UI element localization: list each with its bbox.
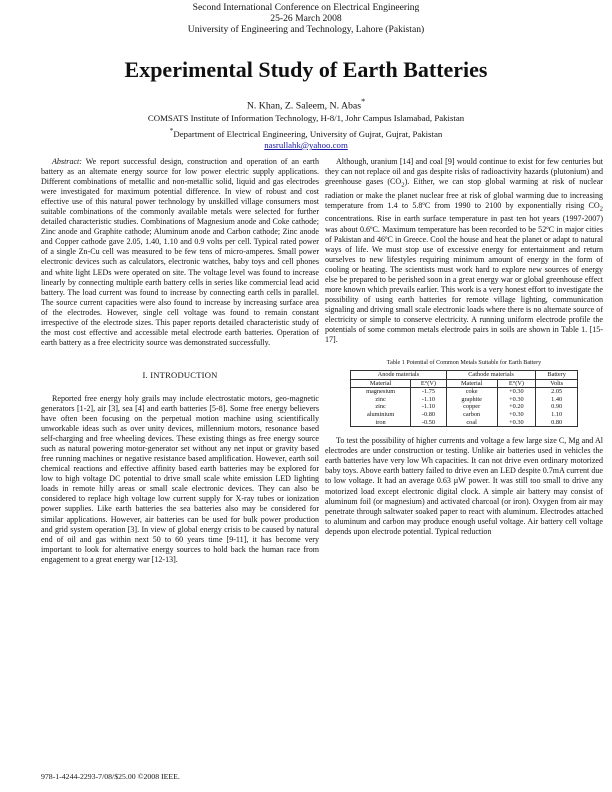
affiliations (0, 113, 612, 151)
abstract (41, 157, 319, 348)
table-group-header-row (351, 371, 578, 380)
table-group-header: Cathode materials (446, 371, 536, 380)
author-mark: * (361, 97, 366, 106)
conference-header (0, 2, 612, 36)
table-row (351, 396, 578, 404)
copyright-footer: 978-1-4244-2293-7/08/$25.00 ©2008 IEEE. (41, 772, 180, 781)
table-cell: +0.30 (497, 388, 536, 396)
table-cell: -1.75 (411, 388, 447, 396)
table-row (351, 419, 578, 427)
table-cell: iron (351, 419, 411, 427)
potential-table (350, 370, 578, 427)
table-cell: +0.30 (497, 411, 536, 419)
table-cell: aluminium (351, 411, 411, 419)
table-header: E°(V) (497, 379, 536, 388)
table-header-row (351, 379, 578, 388)
right-column (325, 157, 603, 537)
conference-name: Second International Conference on Electrical Engineering (192, 2, 420, 13)
table-cell: coal (446, 419, 497, 427)
table-cell: -1.10 (411, 396, 447, 404)
right-paragraph-2: To test the possibility of higher currents and voltage a few large size C, Mg and Al electrodes are under construction or testing. Unlike air batteries used in vehicles the earth batteries have very low Wh capacities. It can not drive even ordinary motorized baby toys. Above earth battery failed to drive even an LED despite 0.7mA current due to low voltage. It had an average 0.63 µW power. It was still too small to drive any motorized load except electronic digital clock. A simple air battery may consist of aluminum foil (or magnesium) and activated charcoal (or iron). Oxygen from air may penetrate through saltwater soaked paper to react with aluminum. Electrodes attached to aluminum and carbon may produce enough useful voltage. Air battery cell voltage depends upon electrode potential. Typical reduction (325, 436, 603, 536)
table-header: Volts (536, 379, 578, 388)
table-row (351, 388, 578, 396)
table-cell: zinc (351, 403, 411, 411)
table-cell: -0.50 (411, 419, 447, 427)
table-cell: -1.10 (411, 403, 447, 411)
table-cell: 0.90 (536, 403, 578, 411)
conference-venue: University of Engineering and Technology, Lahore (Pakistan) (187, 24, 425, 36)
introduction-paragraph: Reported free energy holy grails may include electrostatic motors, geo-magnetic generators [1-2], air [3], sea [4] and earth batteries [5-8]. Some free energy believers have often been focusing on the perpetual motion machine using scientifically unworkable ideas such as over unity devices, millennium motors, resonance based self-charging and free wheeling devices. These existing things as free energy source such as natural powering motor-generator set without any net input or gravity based free running machines or negative resistance based amplification. However, earth soil chemical reactions and effective affinity based earth batteries may be explored for low to high voltage DC potential to drive small scale white emission LED lighting loads in remote hilly areas or small scale electronic devices. They can also be considered to replace high voltage low current supply for X-ray tubes or ionization power supplies. Like earth batteries the sea batteries also may be considered for similar applications. However, air batteries can be used for bulk power production and grid system operation [3]. In view of global energy crisis to be caused by natural end of oil and gas within next 50 to 60 years time [9-11], it has become very important to look for alternative energy sources to hold back the human race from engagement to a great energy war [12-13]. (41, 393, 319, 564)
table-cell: 1.40 (536, 396, 578, 404)
table-cell: magnesium (351, 388, 411, 396)
affiliation-2-mark: * (169, 125, 174, 135)
table-cell: 0.80 (536, 419, 578, 427)
table-cell: +0.20 (497, 403, 536, 411)
right-paragraph-1: Although, uranium [14] and coal [9] would continue to exist for few centuries but they can not replace oil and gas despite risks of radioactivity hazards (plutonium) and greenhouse gases $(CO_2)$. Either, we can stop global warming at risk of nuclear radiation or make the planet nuclear free at risk of global warming due to increasing temperature from 1.4 to 5.8ºC from 1990 to 2100 by exponentially rising $CO_2$ concentrations. Rise in earth surface temperature in past ten hot years (1997-2007) was about 0.6ºC. Maximum temperature has been recorded to be 52ºC in major cities of Pakistan and 46ºC in Greece. Cool the house and heat the planet or adapt to natural ways of life. We must stop use of excessive energy for entertainment and return ourselves to new lifestyles requiring minimum amount of energy in the form of cooling or heating. The scientists must work hard to explore new sources of energy else be prepared to be perished soon in a great energy war or global greenhouse effect more known which prevails earlier. This work is a very honest effort to investigate the possibility of using earth batteries for remote village lighting, communication signaling and driving small scale electronic loads where there is no alternate source of electricity or simple to conserve electricity. A running uniform electrode profile the potentials of some common metals electrode pairs in soils are shown in Table 1. [15-17]. (325, 157, 603, 345)
author-list (0, 96, 612, 112)
table-header: Material (446, 379, 497, 388)
table-header: Material (351, 379, 411, 388)
table-header: E°(V) (411, 379, 447, 388)
affiliation-1: COMSATS Institute of Information Technology, H-8/1, Johr Campus Islamabad, Pakistan (147, 113, 465, 123)
table-cell: coke (446, 388, 497, 396)
table-row (351, 403, 578, 411)
table-caption: Table 1 Potential of Common Metals Suitable for Earth Battery (386, 360, 542, 367)
table-cell: 1.10 (536, 411, 578, 419)
conference-date: 25-26 March 2008 (270, 13, 342, 25)
affiliation-2: *Department of Electrical Engineering, University of Gujrat, Gujrat, Pakistan (169, 125, 443, 139)
table-cell: copper (446, 403, 497, 411)
table-cell: +0.30 (497, 419, 536, 427)
abstract-text: We report successful design, construction and operation of an earth battery as an alternate energy source for low power electric supply applications. Different combinations of metallic and non-metallic solid, liquid and gas electrodes were investigated for maximum potential difference. In view of robust and cost effective use of this natural power technology by unskilled village consumers most suitable combinations of the commonly available metals were selected for further detailed characteristic studies. Combinations of Magnesium anode and Coke cathode; Zinc anode and Graphite cathode; Aluminum anode and Carbon cathode; Zinc anode and Copper cathode gave 2.05, 1.40, 1.10 and 0.9 volts per cell. Typical rated power of a single Zn-Cu cell was measured to be few tens of micro-amperes. Small power electronic devices such as calculators, electronic watches, baby toys and cell phones and white light LEDs were operated on site. The voltage level was found to increase linearly by connecting multiple earth battery cells in series like commercial lead acid battery. The load current was found to increase by connecting earth cells in parallel. The source current capacities were also found to increase by increasing surface area of the electrodes. However, single cell voltage was found to remain constant irrespective of the electrode sizes. This paper reports detailed characteristic study of the most cost effective and accessible metal electrode earth batteries. Operation of earth battery as a free electricity source was demonstrated successfully. (41, 157, 319, 347)
left-column (41, 157, 319, 565)
table-cell: carbon (446, 411, 497, 419)
table-group-header: Anode materials (351, 371, 447, 380)
spacer (325, 427, 603, 436)
table-cell: 2.05 (536, 388, 578, 396)
table-row (351, 411, 578, 419)
table-cell: -0.80 (411, 411, 447, 419)
table-group-header: Battery (536, 371, 578, 380)
table-cell: graphite (446, 396, 497, 404)
author-email[interactable]: nasrullahk@yahoo.com (264, 139, 348, 150)
section-heading-introduction: I. INTRODUCTION (142, 369, 218, 380)
author-names: N. Khan, Z. Saleem, N. Abas (246, 100, 362, 112)
paper-title: Experimental Study of Earth Batteries (124, 57, 488, 82)
abstract-label: Abstract: (52, 157, 82, 166)
table-cell: +0.30 (497, 396, 536, 404)
table-cell: zinc (351, 396, 411, 404)
